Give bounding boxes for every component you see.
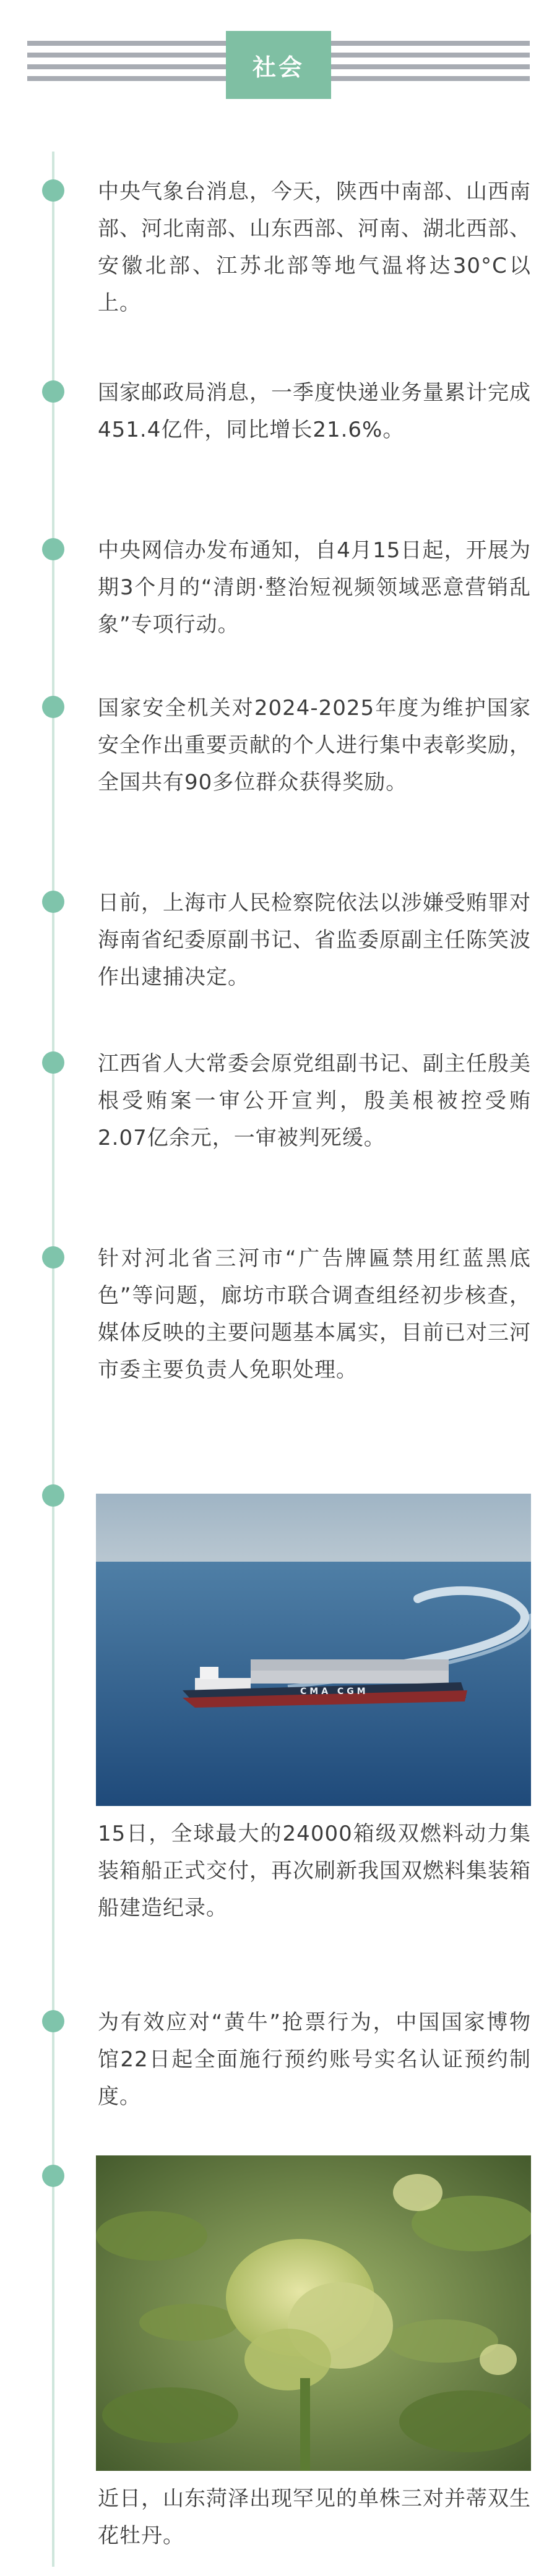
container-ship-photo xyxy=(96,1494,531,1806)
timeline-line xyxy=(52,152,54,2567)
section-header xyxy=(0,0,557,93)
section-title-badge: 社会 xyxy=(226,31,331,99)
timeline-dot xyxy=(42,380,64,403)
news-item-5: 日前，上海市人民检察院依法以涉嫌受贿罪对海南省纪委原副书记、省监委原副主任陈笑波作出逮捕决定。 xyxy=(98,891,531,990)
news-item-3: 中央网信办发布通知，自4月15日起，开展为期3个月的“清朗·整治短视频领域恶意营销乱象”专项行动。 xyxy=(98,538,531,637)
timeline-dot xyxy=(42,696,64,718)
news-item-9: 为有效应对“黄牛”抢票行为，中国国家博物馆22日起全面施行预约账号实名认证预约制度。 xyxy=(98,2010,531,2109)
news-item-1: 中央气象台消息，今天，陕西中南部、山西南部、河北南部、山东西部、河南、湖北西部、安徽北部、江苏北部等地气温将达30°C以上。 xyxy=(98,179,531,315)
peony-photo xyxy=(96,2155,531,2471)
timeline-dot xyxy=(42,2165,64,2187)
news-item-4: 国家安全机关对2024-2025年度为维护国家安全作出重要贡献的个人进行集中表彰奖励，全国共有90多位群众获得奖励。 xyxy=(98,696,531,795)
news-item-10: 近日，山东菏泽出现罕见的单株三对并蒂双生花牡丹。 xyxy=(98,2486,531,2548)
timeline-dot xyxy=(42,179,64,202)
ship-label-text: CMA CGM xyxy=(300,1687,369,1697)
timeline-dot xyxy=(42,1484,64,1507)
news-item-2: 国家邮政局消息，一季度快递业务量累计完成451.4亿件，同比增长21.6%。 xyxy=(98,380,531,442)
timeline-dot xyxy=(42,1246,64,1269)
news-item-7: 针对河北省三河市“广告牌匾禁用红蓝黑底色”等问题，廊坊市联合调查组经初步核查，媒体反映的主要问题基本属实，目前已对三河市委主要负责人免职处理。 xyxy=(98,1246,531,1382)
timeline-dot xyxy=(42,538,64,560)
timeline-dot xyxy=(42,1051,64,1074)
news-item-8: 15日，全球最大的24000箱级双燃料动力集装箱船正式交付，再次刷新我国双燃料集装箱船建造纪录。 xyxy=(98,1821,531,1920)
timeline-dot xyxy=(42,891,64,913)
timeline-dot xyxy=(42,2010,64,2032)
news-item-6: 江西省人大常委会原党组副书记、副主任殷美根受贿案一审公开宣判，殷美根被控受贿2.07亿余元，一审被判死缓。 xyxy=(98,1051,531,1150)
